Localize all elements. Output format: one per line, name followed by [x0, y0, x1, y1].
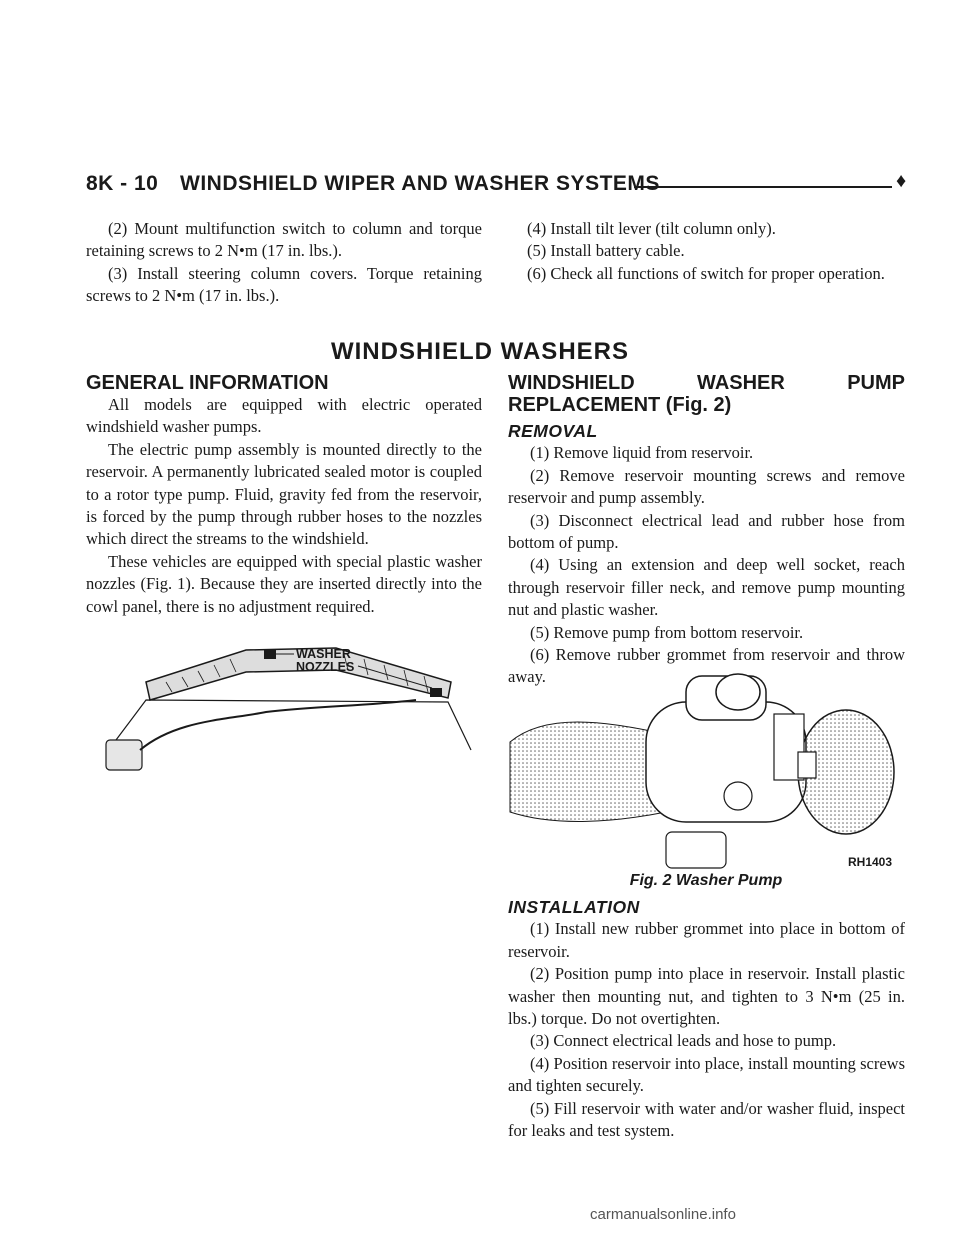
removal-step: (5) Remove pump from bottom reservoir.: [530, 622, 804, 642]
washer-pump-illustration: [506, 662, 906, 870]
removal-step: (6) Remove rubber grommet from reservoir and throw away.: [508, 645, 905, 687]
diamond-marker: ♦: [896, 170, 907, 192]
removal-step: (2) Remove reservoir mounting screws and remove reservoir and pump assembly.: [508, 465, 905, 508]
figure2-caption: Fig. 2 Washer Pump: [629, 872, 783, 889]
general-info-heading: GENERAL INFORMATION: [86, 372, 329, 394]
installation-step: (5) Fill reservoir with water and/or washer fluid, inspect for leaks and test system.: [508, 1098, 905, 1141]
installation-step: (4) Position reservoir into place, install mounting screws and tighten securely.: [508, 1053, 905, 1096]
paragraph: The electric pump assembly is mounted directly to the reservoir. A permanently lubricated sealed motor is coupled to a rotor type pump. Fluid, gravity fed from the reservoir, is forced by the pump through rubber hoses to the nozzles which direct the streams to the windshield.: [86, 439, 482, 549]
section-title: WINDSHIELD WIPER AND WASHER SYSTEMS: [180, 172, 660, 195]
pump-replacement-heading: WINDSHIELD WASHER PUMP REPLACEMENT (Fig. 2): [508, 372, 905, 416]
paragraph: These vehicles are equipped with special plastic washer nozzles (Fig. 1). Because they are inserted directly into the cowl panel, there is no adjustment required.: [86, 551, 482, 616]
label-washer-nozzles: NOZZLES: [296, 660, 355, 674]
washer-system-illustration: [86, 640, 484, 772]
installation-step: (1) Install new rubber grommet into place in bottom of reservoir.: [508, 919, 905, 961]
header-rule: [634, 186, 892, 188]
installation-section: [508, 896, 905, 1142]
watermark-text: carmanualsonline.info: [590, 1206, 736, 1223]
nozzle-shape: [430, 688, 442, 697]
step-text: (3) Install steering column covers. Torque retaining screws to 2 N•m (17 in. lbs.).: [86, 263, 482, 306]
removal-heading: REMOVAL: [508, 421, 598, 441]
removal-step: (4) Using an extension and deep well socket, reach through reservoir filler neck, and remove pump mounting nut and plastic washer.: [508, 555, 905, 620]
installation-step: (3) Connect electrical leads and hose to pump.: [530, 1031, 837, 1051]
figure-code: RH1403: [848, 855, 893, 869]
continued-steps-right: [505, 218, 905, 285]
pump-replacement-section: [508, 372, 905, 689]
installation-heading: INSTALLATION: [508, 897, 640, 917]
removal-step: (1) Remove liquid from reservoir.: [530, 443, 754, 463]
step-text: (2) Mount multifunction switch to column and torque retaining screws to 2 N•m (17 in. lbs.).: [86, 219, 482, 261]
removal-step: (3) Disconnect electrical lead and rubber hose from bottom of pump.: [508, 510, 905, 553]
step-text: (6) Check all functions of switch for proper operation.: [527, 263, 885, 283]
label-washer-nozzles: WASHER: [296, 647, 351, 661]
main-heading: WINDSHIELD WASHERS: [330, 338, 629, 365]
installation-step: (2) Position pump into place in reservoir. Install plastic washer then mounting nut, and tighten to 3 N•m (25 in. lbs.) torque. Do not overtighten.: [508, 964, 905, 1029]
page-number: 8K - 10: [86, 172, 159, 195]
paragraph: All models are equipped with electric operated windshield washer pumps.: [86, 395, 482, 437]
step-text: (5) Install battery cable.: [527, 241, 685, 261]
general-information-section: [86, 372, 482, 618]
step-text: (4) Install tilt lever (tilt column only).: [527, 219, 776, 238]
nozzle-shape: [264, 650, 276, 659]
page-header: [86, 170, 906, 200]
continued-steps-left: [86, 218, 482, 308]
